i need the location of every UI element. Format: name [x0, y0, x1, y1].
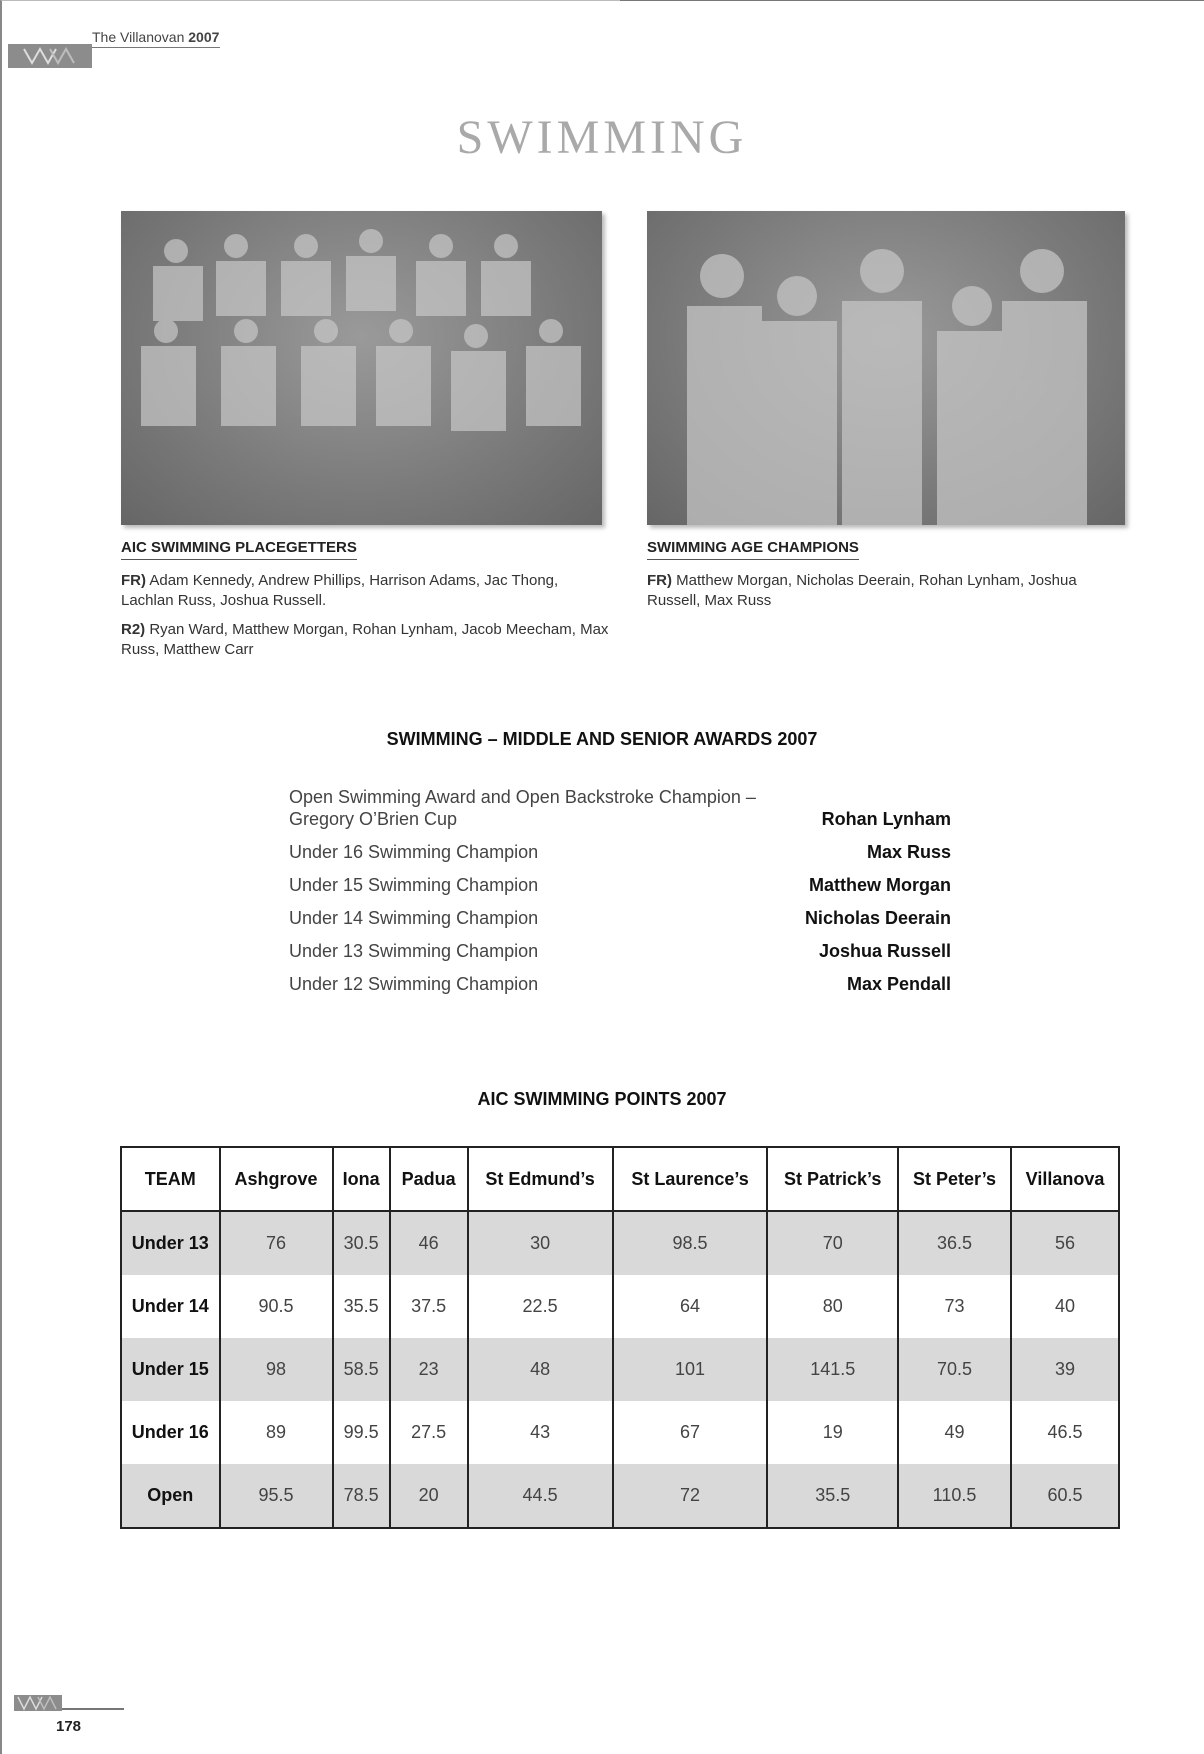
- age-champions-caption-title: SWIMMING AGE CHAMPIONS: [647, 539, 859, 560]
- villanova-crest-icon: [8, 44, 92, 68]
- table-cell: 58.5: [333, 1338, 390, 1401]
- column-header: St Edmund’s: [468, 1147, 613, 1211]
- table-cell: 37.5: [390, 1275, 468, 1338]
- award-winner: Max Russ: [866, 842, 951, 862]
- table-cell: 72: [613, 1464, 768, 1528]
- table-cell: 39: [1011, 1338, 1119, 1401]
- table-row: [121, 1211, 1119, 1275]
- award-row: [289, 973, 951, 995]
- award-winner: Matthew Morgan: [809, 875, 951, 895]
- placegetters-team-photo: [121, 211, 602, 525]
- award-winner: Joshua Russell: [818, 941, 951, 961]
- award-row: [289, 907, 951, 929]
- column-header: Ashgrove: [220, 1147, 333, 1211]
- table-cell: 60.5: [1011, 1464, 1119, 1528]
- column-header: St Patrick’s: [767, 1147, 898, 1211]
- table-cell: 27.5: [390, 1401, 468, 1464]
- column-header: St Laurence’s: [613, 1147, 768, 1211]
- column-header: TEAM: [121, 1147, 220, 1211]
- table-cell: 99.5: [333, 1401, 390, 1464]
- points-table-heading: AIC SWIMMING POINTS 2007: [477, 1089, 727, 1109]
- table-cell: 89: [220, 1401, 333, 1464]
- points-table: [120, 1146, 1120, 1529]
- table-cell: 49: [898, 1401, 1011, 1464]
- table-row: [121, 1401, 1119, 1464]
- table-cell: 78.5: [333, 1464, 390, 1528]
- table-cell: 30: [468, 1211, 613, 1275]
- award-winner: Max Pendall: [846, 974, 951, 994]
- column-header: Padua: [390, 1147, 468, 1211]
- award-row: [289, 841, 951, 863]
- placegetters-caption-title: AIC SWIMMING PLACEGETTERS: [121, 539, 357, 560]
- table-cell: 22.5: [468, 1275, 613, 1338]
- table-cell: 30.5: [333, 1211, 390, 1275]
- table-cell: 98.5: [613, 1211, 768, 1275]
- table-cell: 44.5: [468, 1464, 613, 1528]
- row-header: Under 14: [121, 1275, 220, 1338]
- award-name: Under 12 Swimming Champion: [289, 974, 539, 994]
- age-champions-front-row: FR) Matthew Morgan, Nicholas Deerain, Rohan Lynham, Joshua Russell, Max Russ: [647, 572, 1077, 609]
- award-winner: Nicholas Deerain: [804, 908, 951, 928]
- villanova-crest-icon: [14, 1695, 62, 1711]
- table-cell: 35.5: [767, 1464, 898, 1528]
- column-header: St Peter’s: [898, 1147, 1011, 1211]
- table-cell: 70.5: [898, 1338, 1011, 1401]
- table-cell: 36.5: [898, 1211, 1011, 1275]
- table-cell: 73: [898, 1275, 1011, 1338]
- points-table-header-row: [121, 1147, 1119, 1211]
- table-cell: 67: [613, 1401, 768, 1464]
- award-name: Under 14 Swimming Champion: [289, 908, 539, 928]
- table-cell: 98: [220, 1338, 333, 1401]
- column-header: Villanova: [1011, 1147, 1119, 1211]
- page-number: 178: [56, 1718, 82, 1735]
- table-cell: 23: [390, 1338, 468, 1401]
- footer-rule: [62, 1708, 124, 1710]
- table-cell: 48: [468, 1338, 613, 1401]
- award-row: [289, 786, 951, 830]
- table-row: [121, 1338, 1119, 1401]
- table-cell: 90.5: [220, 1275, 333, 1338]
- row-header: Under 16: [121, 1401, 220, 1464]
- awards-list: [289, 786, 951, 1006]
- table-cell: 40: [1011, 1275, 1119, 1338]
- award-name: Open Swimming Award and Open Backstroke Champion – Gregory O’Brien Cup: [289, 787, 756, 829]
- table-cell: 35.5: [333, 1275, 390, 1338]
- award-name: Under 16 Swimming Champion: [289, 842, 539, 862]
- row-header: Under 13: [121, 1211, 220, 1275]
- placegetters-row-two: R2) Ryan Ward, Matthew Morgan, Rohan Lynham, Jacob Meecham, Max Russ, Matthew Carr: [121, 621, 609, 658]
- row-header: Under 15: [121, 1338, 220, 1401]
- table-cell: 20: [390, 1464, 468, 1528]
- table-row: [121, 1464, 1119, 1528]
- table-cell: 19: [767, 1401, 898, 1464]
- page-title: SWIMMING: [456, 111, 748, 164]
- row-header: Open: [121, 1464, 220, 1528]
- table-cell: 64: [613, 1275, 768, 1338]
- table-row: [121, 1275, 1119, 1338]
- award-row: [289, 874, 951, 896]
- table-cell: 70: [767, 1211, 898, 1275]
- age-champions-photo: [647, 211, 1125, 525]
- header-title: The Villanovan 2007: [92, 29, 220, 48]
- award-name: Under 13 Swimming Champion: [289, 941, 539, 961]
- award-name: Under 15 Swimming Champion: [289, 875, 539, 895]
- placegetters-front-row: FR) Adam Kennedy, Andrew Phillips, Harrison Adams, Jac Thong, Lachlan Russ, Joshua Russell.: [121, 572, 559, 609]
- table-cell: 43: [468, 1401, 613, 1464]
- award-winner: Rohan Lynham: [821, 809, 951, 829]
- top-rule: [620, 0, 1204, 1]
- table-cell: 46: [390, 1211, 468, 1275]
- table-cell: 80: [767, 1275, 898, 1338]
- table-cell: 46.5: [1011, 1401, 1119, 1464]
- table-cell: 141.5: [767, 1338, 898, 1401]
- award-row: [289, 940, 951, 962]
- table-cell: 101: [613, 1338, 768, 1401]
- column-header: Iona: [333, 1147, 390, 1211]
- table-cell: 110.5: [898, 1464, 1011, 1528]
- awards-heading: SWIMMING – MIDDLE AND SENIOR AWARDS 2007: [386, 729, 818, 749]
- table-cell: 76: [220, 1211, 333, 1275]
- table-cell: 56: [1011, 1211, 1119, 1275]
- table-cell: 95.5: [220, 1464, 333, 1528]
